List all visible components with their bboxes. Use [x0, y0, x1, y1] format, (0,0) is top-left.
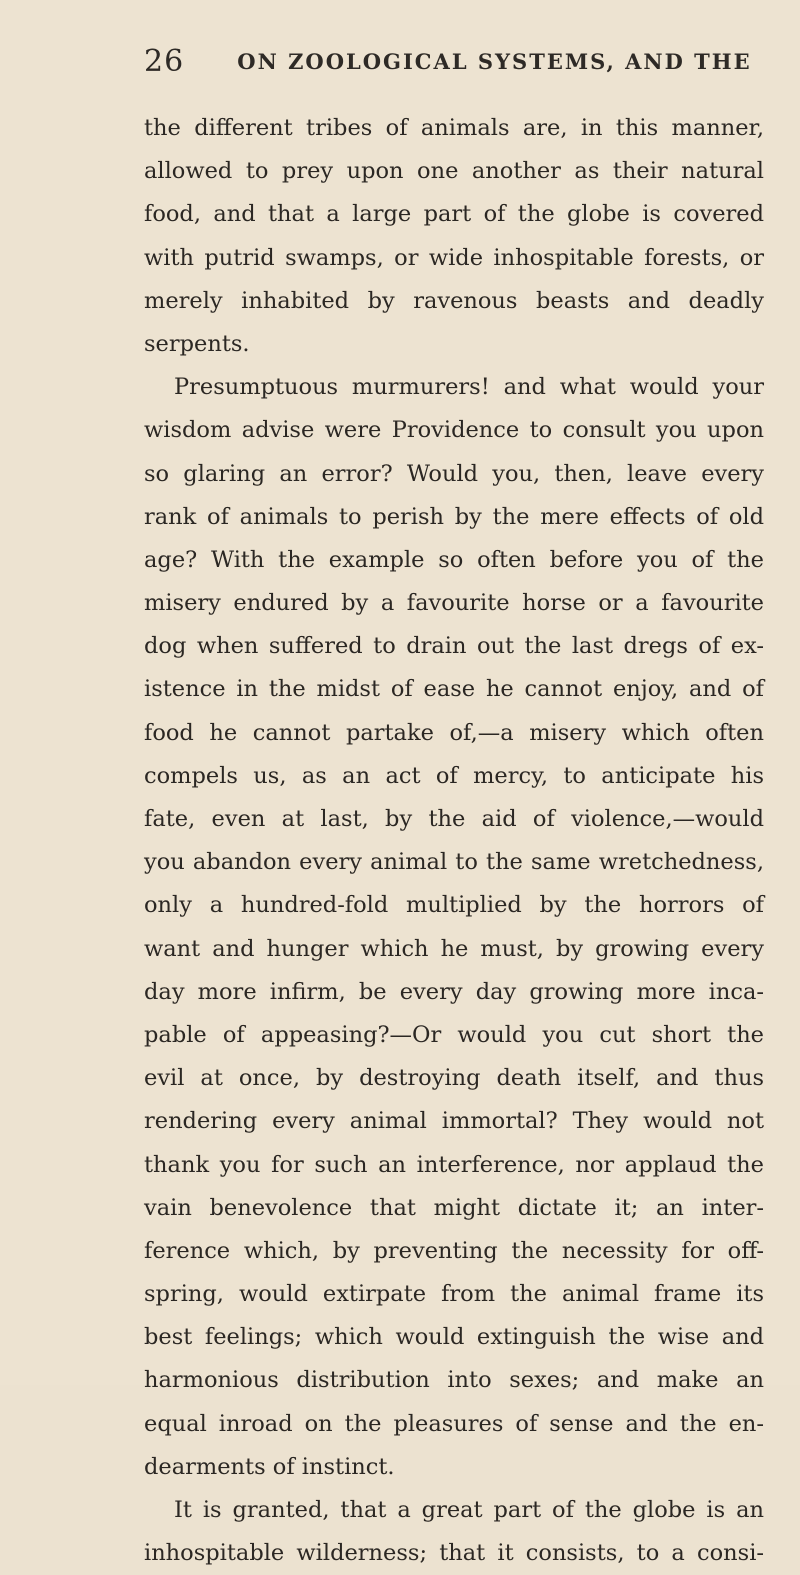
text-line: allowed to prey upon one another as their natural	[144, 158, 764, 185]
text-line: rendering every animal immortal? They would not	[144, 1108, 764, 1135]
text-line: evil at once, by destroying death itself, and thus	[144, 1065, 764, 1092]
body-text	[144, 107, 764, 1575]
text-line: serpents.	[144, 330, 250, 357]
text-line: compels us, as an act of mercy, to anticipate his	[144, 762, 764, 789]
text-line: harmonious distribution into sexes; and make an	[144, 1367, 764, 1394]
text-line: wisdom advise were Providence to consult you upon	[144, 417, 764, 444]
page-number: 26	[144, 44, 185, 79]
text-line: day more infirm, be every day growing more inca-	[144, 978, 764, 1005]
text-line: want and hunger which he must, by growing every	[144, 935, 764, 962]
paragraph-start-line: Presumptuous murmurers! and what would your	[174, 374, 764, 401]
text-line: ference which, by preventing the necessity for off-	[144, 1237, 764, 1264]
text-line: inhospitable wilderness; that it consists, to a consi-	[144, 1540, 764, 1567]
text-line: thank you for such an interference, nor applaud the	[144, 1151, 764, 1178]
text-line: only a hundred-fold multiplied by the horrors of	[144, 892, 764, 919]
text-line: best feelings; which would extinguish the wise and	[144, 1324, 764, 1351]
text-line: equal inroad on the pleasures of sense and the en-	[144, 1410, 764, 1437]
text-line: merely inhabited by ravenous beasts and deadly	[144, 287, 764, 314]
text-line: pable of appeasing?—Or would you cut short the	[144, 1021, 764, 1048]
text-line: food he cannot partake of,—a misery which often	[144, 719, 764, 746]
text-line: dog when suffered to drain out the last dregs of ex-	[144, 633, 764, 660]
text-line: you abandon every animal to the same wretchedness,	[144, 849, 764, 876]
text-line: istence in the midst of ease he cannot enjoy, and of	[144, 676, 764, 703]
text-line: rank of animals to perish by the mere effects of old	[144, 503, 764, 530]
text-line: vain benevolence that might dictate it; an inter-	[144, 1194, 764, 1221]
text-line: the different tribes of animals are, in this manner,	[144, 115, 764, 141]
page-header	[144, 44, 752, 79]
text-line: so glaring an error? Would you, then, leave every	[144, 460, 764, 487]
text-line: fate, even at last, by the aid of violence,—would	[144, 806, 764, 832]
running-head: ON ZOOLOGICAL SYSTEMS, AND THE	[237, 49, 752, 74]
text-line: food, and that a large part of the globe is covered	[144, 201, 764, 228]
text-line: with putrid swamps, or wide inhospitable forests, or	[144, 244, 764, 271]
text-line: spring, would extirpate from the animal frame its	[144, 1281, 764, 1308]
paragraph-start-line: It is granted, that a great part of the globe is an	[174, 1497, 764, 1523]
text-line: misery endured by a favourite horse or a favourite	[144, 590, 764, 617]
text-line: age? With the example so often before you of the	[144, 546, 764, 573]
text-line: dearments of instinct.	[144, 1453, 395, 1480]
